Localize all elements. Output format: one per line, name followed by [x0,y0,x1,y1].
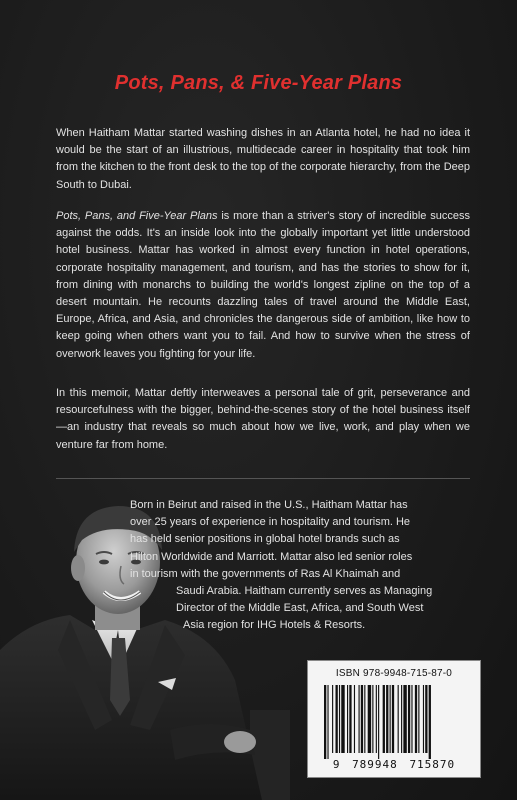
barcode-bar [347,685,348,753]
bio-line: has held senior positions in global hotel brands such as [130,533,400,546]
barcode-bar [372,685,373,753]
bio-line: Asia region for IHG Hotels & Resorts. [183,619,366,632]
barcode-bar [364,685,365,753]
bio-line: Hilton Worldwide and Marriott. Mattar also led senior roles [130,550,413,563]
book-title-inline: Pots, Pans, and Five-Year Plans [56,210,218,222]
barcode-bar [418,685,419,753]
barcode-bar [341,685,344,753]
barcode-bar [383,685,385,753]
isbn-barcode [307,660,481,778]
section-divider [56,478,470,479]
description-paragraph-1: When Haitham Mattar started washing dishes in an Atlanta hotel, he had no idea it would be the start of an illustrious, multidecade career in hospitality that took him from the kitchen to the front desk to the top of the corporate hierarchy, from the Deep South to Dubai. [56,127,470,191]
barcode-bar [361,685,363,753]
bio-line: Director of the Middle East, Africa, and South West [176,602,424,615]
barcode-bar [415,685,417,753]
author-bio [130,497,470,635]
barcode-digit-first: 9 [332,758,341,771]
barcode-bar [411,685,412,753]
description-paragraph-3: In this memoir, Mattar deftly interweaves a personal tale of grit, perseverance and resourcefulness with the bigger, behind-the-scenes story of the hotel business itself—an industry that reveals so much about how we live, work, and play when we venture far from home. [56,387,470,451]
barcode-digits-left: 789948 [352,758,398,771]
barcode-bar [429,685,431,759]
barcode-bar [392,685,394,753]
barcode-bar [359,685,360,753]
barcode-bar [339,685,340,753]
barcode-bar [368,685,371,753]
barcode-bar [324,685,326,759]
description-paragraph-2 [56,208,470,363]
bio-line: over 25 years of experience in hospitality and tourism. He [130,516,411,529]
barcode-bar [336,685,338,753]
barcode-bar [423,685,424,753]
barcode-bar [376,685,377,753]
bio-line: in tourism with the governments of Ras Al Khaimah and [130,567,401,580]
barcode-bar [332,685,333,753]
barcode-digits-right: 715870 [409,758,456,771]
barcode-bar [401,685,402,753]
barcode-bar [349,685,351,753]
barcode-bar [390,685,391,753]
barcode-bar [425,685,427,753]
barcode-bar [378,685,379,759]
barcode-bar [408,685,410,753]
isbn-label: ISBN 978-9948-715-87-0 [335,668,453,679]
barcode-bars [322,685,466,759]
bio-line: Born in Beirut and raised in the U.S., Haitham Mattar has [130,499,408,511]
barcode-bar [354,685,355,753]
barcode-bar [403,685,406,753]
barcode-bar [386,685,388,753]
barcode-bar [398,685,399,753]
bio-line: Saudi Arabia. Haitham currently serves as Managing [176,585,433,598]
book-title: Pots, Pans, & Five-Year Plans [114,72,403,94]
barcode-digits [308,758,480,771]
barcode-bar [327,685,328,759]
paragraph-2-text: is more than a striver's story of incredible success against the odds. It's an inside look into the globally important yet little understood hotel business. Mattar has worked in almost every function in hotel operations, corporate hospitality management, and tourism, and has the stories to show for it, from dining with monarchs to building the world's longest zipline on the top of a desert mountain. He recounts dazzling tales of travel around the Middle East, Europe, Africa, and Asia, and chronicles the dangerous side of ambition, like how to keep going when others want you to fail. And how to survive when the stress of overwork leaves you fighting for your life. [56,210,470,360]
